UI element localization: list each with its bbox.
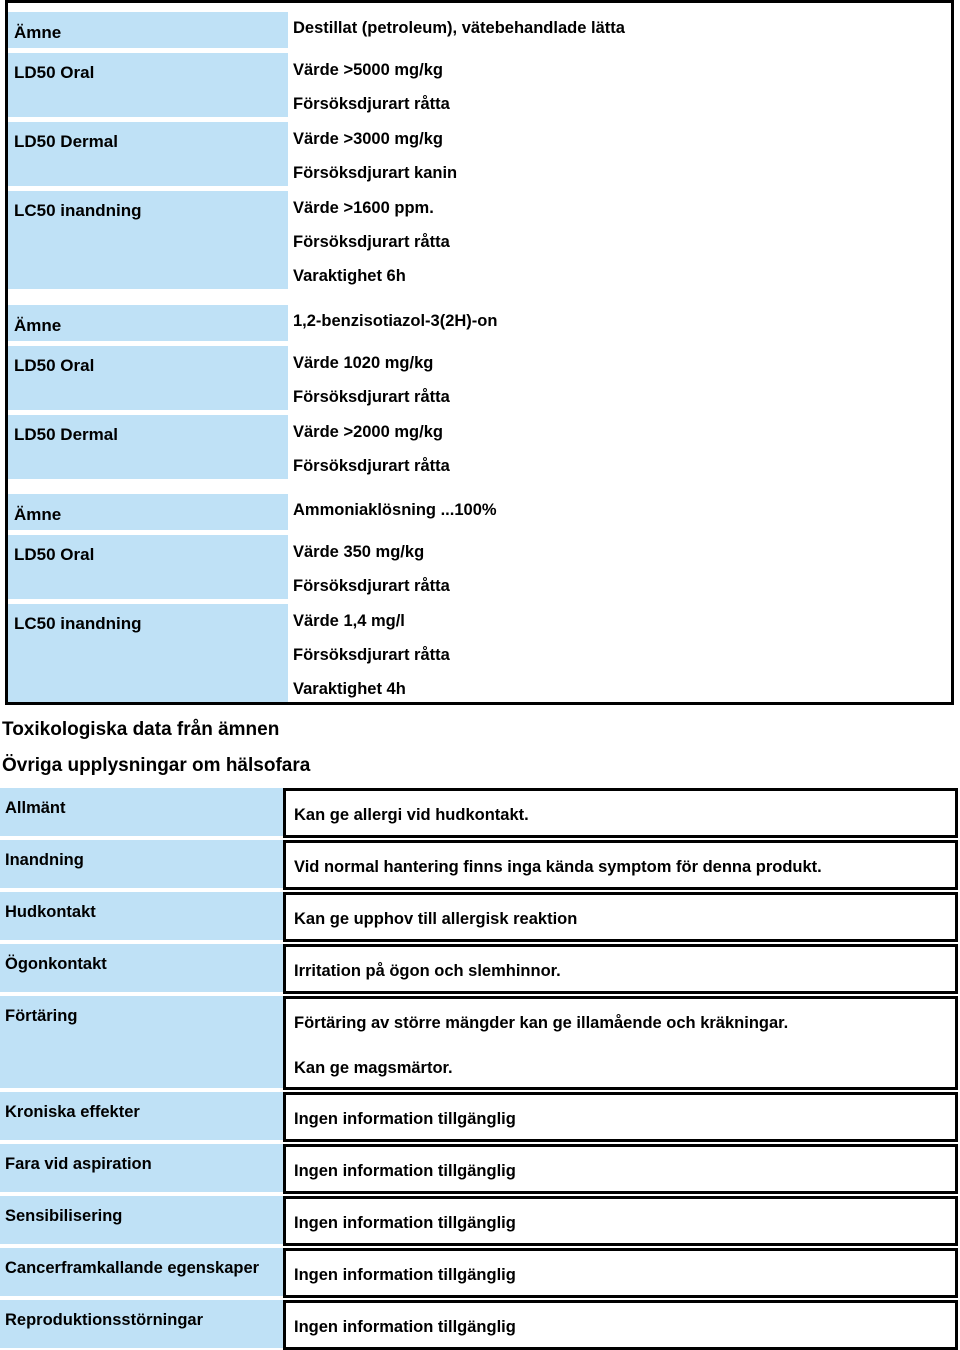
hazard-value-line: Förtäring av större mängder kan ge illamående och kräkningar. bbox=[294, 1014, 789, 1032]
test-value-line: Försöksdjurart råtta bbox=[293, 646, 450, 664]
test-label: LD50 Dermal bbox=[8, 122, 288, 186]
substance-name: Ammoniaklösning ...100% bbox=[293, 501, 497, 519]
hazard-value: Ingen information tillgänglig bbox=[283, 1144, 958, 1194]
hazard-label: Ögonkontakt bbox=[0, 944, 283, 992]
hazard-value: Ingen information tillgänglig bbox=[283, 1196, 958, 1246]
test-value-line: Försöksdjurart kanin bbox=[293, 164, 458, 182]
test-label: LD50 Oral bbox=[8, 535, 288, 599]
hazard-label: Reproduktionsstörningar bbox=[0, 1300, 283, 1348]
hazard-label: Kroniska effekter bbox=[0, 1092, 283, 1140]
hazard-label: Fara vid aspiration bbox=[0, 1144, 283, 1192]
hazard-label: Cancerframkallande egenskaper bbox=[0, 1248, 283, 1296]
test-value-line: Värde >2000 mg/kg bbox=[293, 423, 443, 441]
test-value-line: Värde >1600 ppm. bbox=[293, 199, 434, 217]
test-label: LC50 inandning bbox=[8, 191, 288, 289]
hazard-value: Vid normal hantering finns inga kända symptom för denna produkt. bbox=[283, 840, 958, 890]
test-value-line: Försöksdjurart råtta bbox=[293, 233, 450, 251]
substance-label: Ämne bbox=[8, 12, 288, 48]
test-value-line: Värde 1,4 mg/l bbox=[293, 612, 405, 630]
test-value-line: Varaktighet 4h bbox=[293, 680, 406, 698]
test-value-line: Värde 350 mg/kg bbox=[293, 543, 425, 561]
section-heading-toxicology: Toxikologiska data från ämnen bbox=[2, 719, 280, 740]
substance-name: 1,2-benzisotiazol-3(2H)-on bbox=[293, 312, 498, 330]
substance-name: Destillat (petroleum), vätebehandlade lätta bbox=[293, 19, 625, 37]
hazard-value: Ingen information tillgänglig bbox=[283, 1248, 958, 1298]
hazard-value-line: Kan ge magsmärtor. bbox=[294, 1059, 453, 1077]
test-value-line: Varaktighet 6h bbox=[293, 267, 406, 285]
section-heading-other-hazards: Övriga upplysningar om hälsofara bbox=[2, 755, 311, 776]
hazard-label: Hudkontakt bbox=[0, 892, 283, 940]
hazard-value: Ingen information tillgänglig bbox=[283, 1300, 958, 1350]
test-value-line: Försöksdjurart råtta bbox=[293, 457, 450, 475]
hazard-value: Kan ge allergi vid hudkontakt. bbox=[283, 788, 958, 838]
substance-label: Ämne bbox=[8, 494, 288, 530]
test-value-line: Värde 1020 mg/kg bbox=[293, 354, 434, 372]
hazard-label: Förtäring bbox=[0, 996, 283, 1088]
test-value-line: Försöksdjurart råtta bbox=[293, 388, 450, 406]
hazard-value: Kan ge upphov till allergisk reaktion bbox=[283, 892, 958, 942]
hazard-value: Ingen information tillgänglig bbox=[283, 1092, 958, 1142]
hazard-value: Irritation på ögon och slemhinnor. bbox=[283, 944, 958, 994]
hazard-value bbox=[283, 996, 958, 1090]
test-label: LD50 Dermal bbox=[8, 415, 288, 479]
hazard-label: Allmänt bbox=[0, 788, 283, 836]
test-label: LD50 Oral bbox=[8, 53, 288, 117]
test-value-line: Försöksdjurart råtta bbox=[293, 95, 450, 113]
hazard-label: Inandning bbox=[0, 840, 283, 888]
test-label: LC50 inandning bbox=[8, 604, 288, 702]
test-value-line: Värde >3000 mg/kg bbox=[293, 130, 443, 148]
test-value-line: Försöksdjurart råtta bbox=[293, 577, 450, 595]
hazard-label: Sensibilisering bbox=[0, 1196, 283, 1244]
substance-label: Ämne bbox=[8, 305, 288, 341]
test-value-line: Värde >5000 mg/kg bbox=[293, 61, 443, 79]
test-label: LD50 Oral bbox=[8, 346, 288, 410]
